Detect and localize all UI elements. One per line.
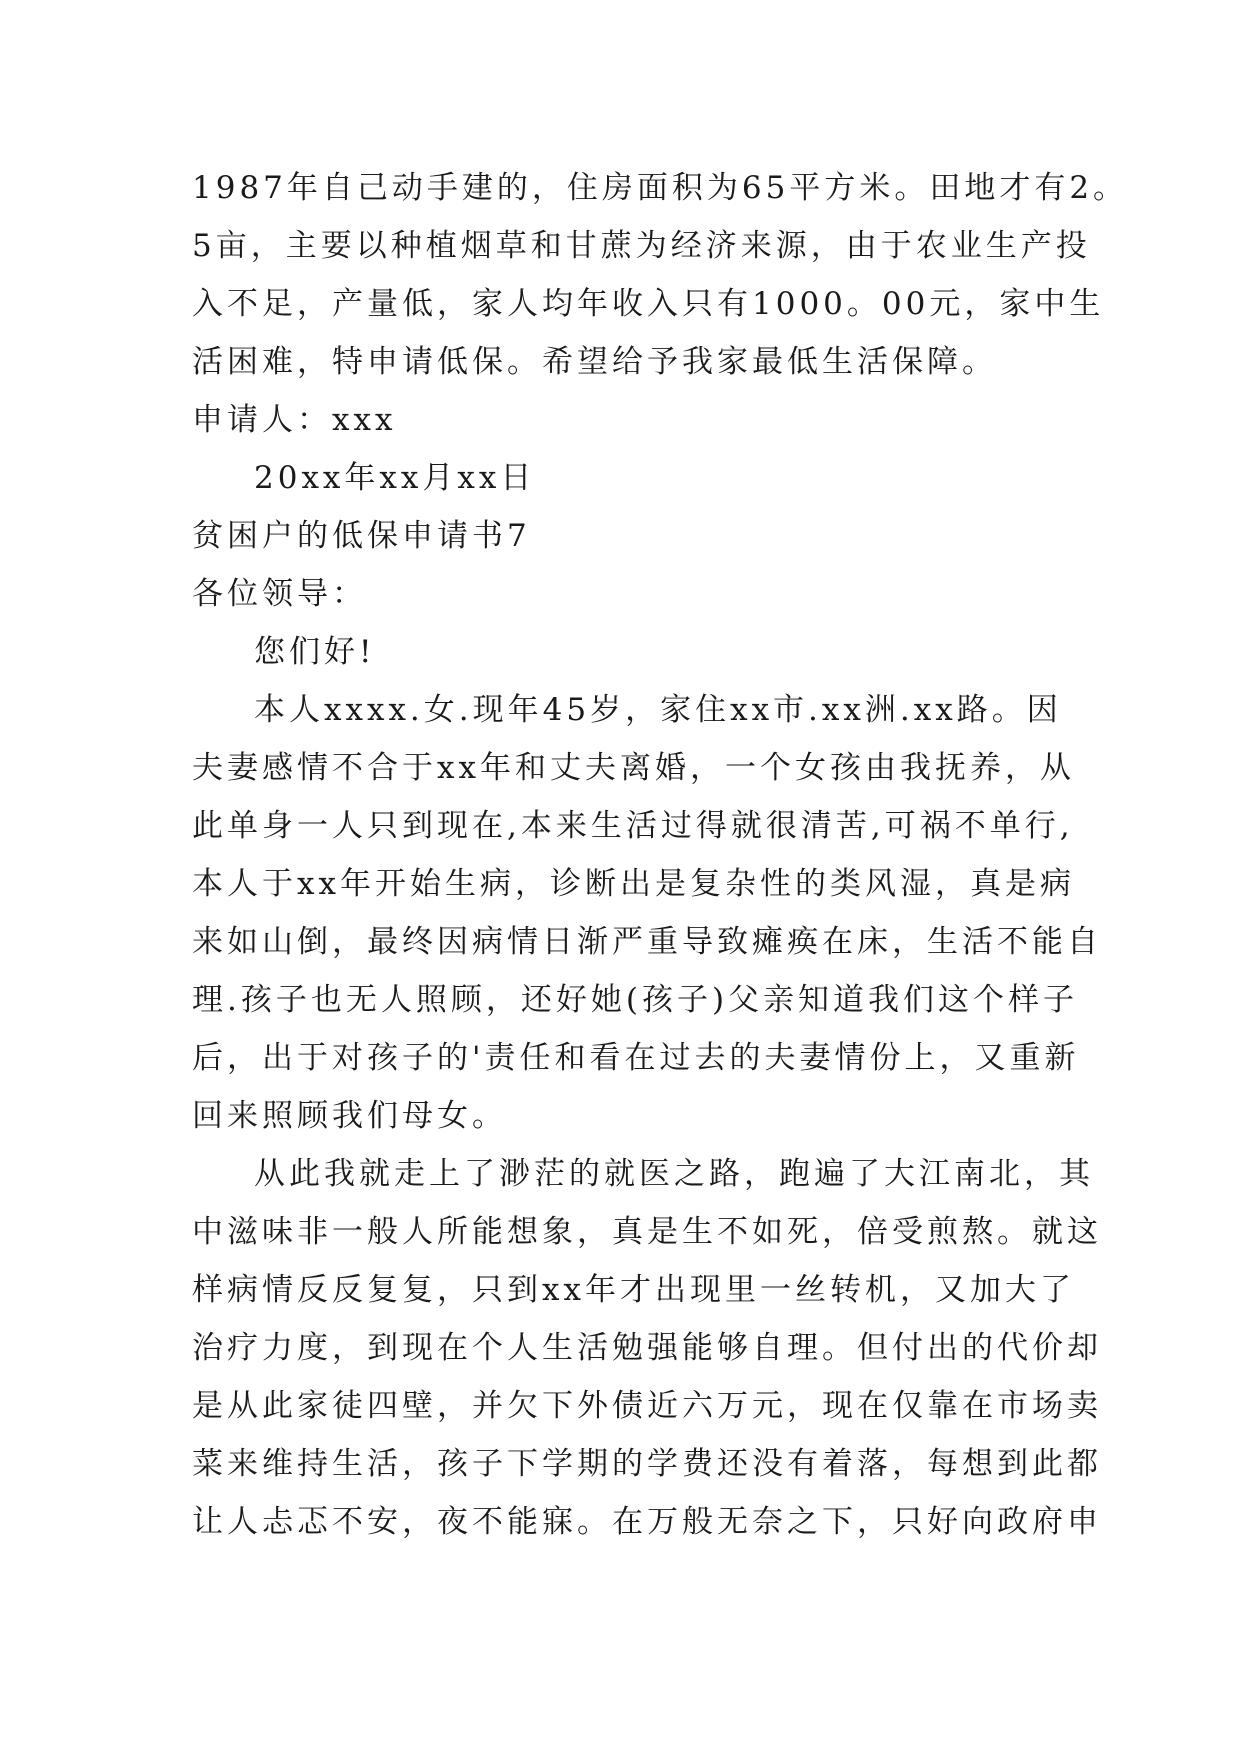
text-line: 回来照顾我们母女。 bbox=[192, 1098, 507, 1134]
text-line: 1987年自己动手建的，住房面积为65平方米。田地才有2。 bbox=[192, 170, 1129, 206]
text-line: 本人xxxx.女.现年45岁，家住xx市.xx洲.xx路。因 bbox=[254, 692, 1062, 728]
text-line: 入不足，产量低，家人均年收入只有1000。00元，家中生 bbox=[192, 286, 1105, 322]
text-line: 5亩，主要以种植烟草和甘蔗为经济来源，由于农业生产投 bbox=[192, 228, 1091, 264]
salutation: 各位领导： bbox=[192, 576, 367, 612]
text-line: 夫妻感情不合于xx年和丈夫离婚，一个女孩由我抚养，从 bbox=[192, 750, 1075, 786]
text-line: 此单身一人只到现在,本来生活过得就很清苦,可祸不单行, bbox=[192, 808, 1074, 844]
section-title: 贫困户的低保申请书7 bbox=[192, 518, 531, 554]
text-line: 菜来维持生活，孩子下学期的学费还没有着落，每想到此都 bbox=[192, 1446, 1102, 1482]
applicant-line: 申请人：xxx bbox=[192, 402, 397, 438]
text-line: 本人于xx年开始生病，诊断出是复杂性的类风湿，真是病 bbox=[192, 866, 1075, 902]
text-line: 后，出于对孩子的'责任和看在过去的夫妻情份上，又重新 bbox=[192, 1040, 1080, 1076]
date-line: 20xx年xx月xx日 bbox=[254, 460, 536, 496]
greeting: 您们好! bbox=[254, 634, 376, 670]
text-line: 从此我就走上了渺茫的就医之路，跑遍了大江南北，其 bbox=[254, 1156, 1094, 1192]
text-line: 理.孩子也无人照顾，还好她(孩子)父亲知道我们这个样子 bbox=[192, 982, 1079, 1018]
text-line: 中滋味非一般人所能想象，真是生不如死，倍受煎熬。就这 bbox=[192, 1214, 1102, 1250]
text-line: 样病情反反复复，只到xx年才出现里一丝转机，又加大了 bbox=[192, 1272, 1075, 1308]
text-line: 让人忐忑不安，夜不能寐。在万般无奈之下，只好向政府申 bbox=[192, 1504, 1102, 1540]
text-line: 活困难，特申请低保。希望给予我家最低生活保障。 bbox=[192, 344, 997, 380]
text-line: 是从此家徒四壁，并欠下外债近六万元，现在仅靠在市场卖 bbox=[192, 1388, 1102, 1424]
text-line: 来如山倒，最终因病情日渐严重导致瘫痪在床，生活不能自 bbox=[192, 924, 1102, 960]
text-line: 治疗力度，到现在个人生活勉强能够自理。但付出的代价却 bbox=[192, 1330, 1102, 1366]
